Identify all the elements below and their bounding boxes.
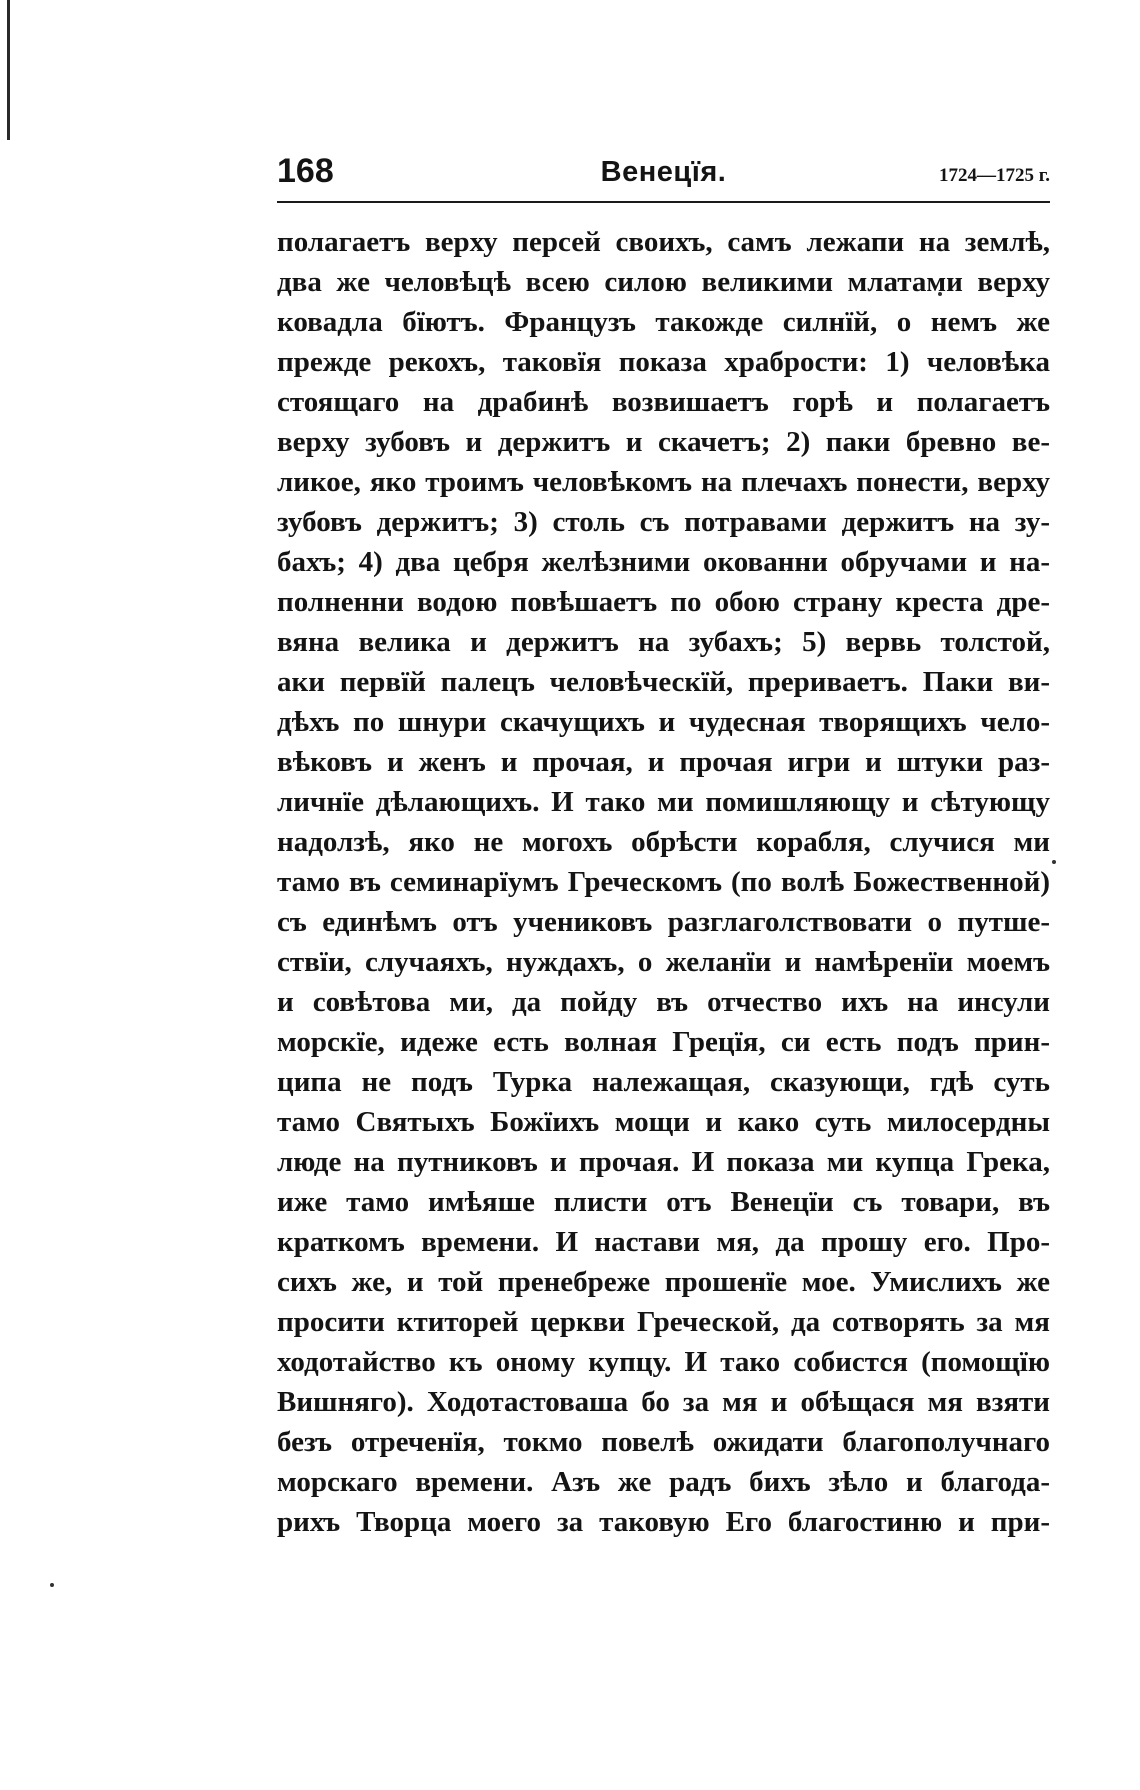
text-line: ковадла бїютъ. Французъ такожде силнїй, о немъ же: [277, 306, 1050, 338]
text-line: рихъ Творца моего за таковую Его благостиню и при-: [277, 1506, 1050, 1538]
date-range: 1724—1725 г.: [939, 165, 1050, 186]
text-line: ствїи, случаяхъ, нуждахъ, о желанїи и намѣренїи моемъ: [277, 946, 1050, 978]
text-line: иже тамо имѣяше плисти отъ Венецїи съ товари, въ: [277, 1186, 1050, 1218]
header-rule: [277, 201, 1050, 203]
text-line: личнїе дѣлающихъ. И тако ми помишляющу и сѣтующу: [277, 786, 1050, 818]
text-line: вяна велика и держитъ на зубахъ; 5) вервь толстой,: [277, 626, 1050, 658]
text-line: аки первїй палецъ человѣческїй, прериваетъ. Паки ви-: [277, 666, 1050, 698]
text-line: ликое, яко троимъ человѣкомъ на плечахъ понести, верху: [277, 466, 1050, 498]
scan-edge-line: [7, 0, 10, 140]
text-line: съ единѣмъ отъ учениковъ разглаголствовати о путше-: [277, 906, 1050, 938]
text-line: тамо Святыхъ Божїихъ мощи и како суть милосердны: [277, 1106, 1050, 1138]
text-line: Вишняго). Ходотастоваша бо за мя и обѣщася мя взяти: [277, 1386, 1050, 1418]
text-line: и совѣтова ми, да пойду въ отчество ихъ на инсули: [277, 986, 1050, 1018]
scan-speck: [50, 1583, 54, 1587]
text-line: люде на путниковъ и прочая. И показа ми купца Грека,: [277, 1146, 1050, 1178]
text-line: ходотайство къ оному купцу. И тако собистся (помощїю: [277, 1346, 1050, 1378]
page-number: 168: [277, 152, 334, 190]
text-line: дѣхъ по шнури скачущихъ и чудесная творящихъ чело-: [277, 706, 1050, 738]
text-line: ципа не подъ Турка належащая, сказующи, гдѣ суть: [277, 1066, 1050, 1098]
text-line: бахъ; 4) два цебря желѣзними окованни обручами и на-: [277, 546, 1050, 578]
text-line: краткомъ времени. И настави мя, да прошу его. Про-: [277, 1226, 1050, 1258]
text-line: надолзѣ, яко не могохъ обрѣсти корабля, случися ми: [277, 826, 1050, 858]
text-line: верху зубовъ и держитъ и скачетъ; 2) паки бревно ве-: [277, 426, 1050, 458]
text-line: два же человѣцѣ всею силою великими млатами верху: [277, 266, 1050, 298]
text-line: безъ отреченїя, токмо повелѣ ожидати благополучнаго: [277, 1426, 1050, 1458]
text-line: зубовъ держитъ; 3) столь съ потравами держитъ на зу-: [277, 506, 1050, 538]
page-header: [277, 152, 1050, 204]
text-line: тамо въ семинарїумъ Греческомъ (по волѣ Божественной): [277, 866, 1050, 898]
text-line: полненни водою повѣшаетъ по обою страну креста дре-: [277, 586, 1050, 618]
running-title: Венецїя.: [600, 156, 727, 188]
text-line: прежде рекохъ, таковїя показа храбрости: 1) человѣка: [277, 346, 1050, 378]
text-line: морскаго времени. Азъ же радъ бихъ зѣло и благода-: [277, 1466, 1050, 1498]
text-line: сихъ же, и той пренебреже прошенїе мое. Умислихъ же: [277, 1266, 1050, 1298]
text-line: полагаетъ верху персей своихъ, самъ лежапи на землѣ,: [277, 226, 1050, 258]
text-line: просити ктиторей церкви Греческой, да сотворять за мя: [277, 1306, 1050, 1338]
body-text: [277, 222, 1050, 1542]
text-line: стоящаго на драбинѣ возвишаетъ горѣ и полагаетъ: [277, 386, 1050, 418]
text-line: вѣковъ и женъ и прочая, и прочая игри и штуки раз-: [277, 746, 1050, 778]
scan-speck: [1052, 860, 1056, 864]
text-line: морскїе, идеже есть волная Грецїя, си есть подъ прин-: [277, 1026, 1050, 1058]
